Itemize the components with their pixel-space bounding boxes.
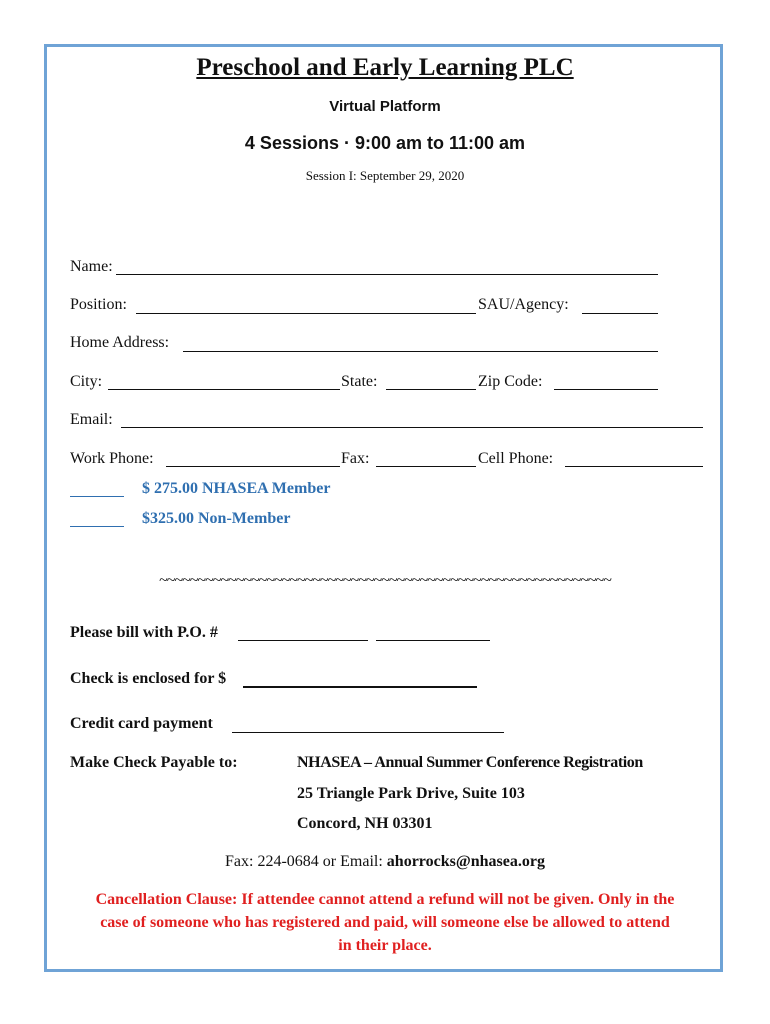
- check-amount-field[interactable]: [243, 686, 477, 688]
- section-divider: ~~~~~~~~~~~~~~~~~~~~~~~~~~~~~~~~~~~~~~~~~~~~~~~~~~~~~~~~~~~: [159, 572, 611, 589]
- non-member-fee-label: $325.00 Non-Member: [142, 510, 291, 527]
- po-label: Please bill with P.O. #: [70, 624, 218, 641]
- city-field[interactable]: [108, 389, 340, 390]
- address-field[interactable]: [183, 351, 658, 352]
- name-field[interactable]: [116, 274, 658, 275]
- po-number-field[interactable]: [238, 640, 368, 641]
- payable-street: 25 Triangle Park Drive, Suite 103: [297, 785, 525, 802]
- work-phone-label: Work Phone:: [70, 450, 154, 467]
- member-fee-label: $ 275.00 NHASEA Member: [142, 480, 331, 497]
- position-label: Position:: [70, 296, 127, 313]
- name-label: Name:: [70, 258, 113, 275]
- credit-card-label: Credit card payment: [70, 715, 213, 732]
- contact-email-link[interactable]: ahorrocks@nhasea.org: [386, 853, 545, 870]
- agency-field[interactable]: [582, 313, 658, 314]
- zip-field[interactable]: [554, 389, 658, 390]
- work-phone-field[interactable]: [166, 466, 340, 467]
- zip-label: Zip Code:: [478, 373, 543, 390]
- agency-label: SAU/Agency:: [478, 296, 569, 313]
- cancellation-line-2: case of someone who has registered and paid, will someone else be allowed to attend: [100, 914, 670, 931]
- po-number-field-extra[interactable]: [376, 640, 490, 641]
- payable-label: Make Check Payable to:: [70, 754, 238, 771]
- payable-city: Concord, NH 03301: [297, 815, 433, 832]
- platform-subtitle: Virtual Platform: [329, 98, 441, 115]
- cell-phone-field[interactable]: [565, 466, 703, 467]
- address-label: Home Address:: [70, 334, 170, 351]
- email-label: Email:: [70, 411, 113, 428]
- page-title: Preschool and Early Learning PLC: [196, 54, 574, 81]
- fax-field[interactable]: [376, 466, 476, 467]
- session-date: Session I: September 29, 2020: [305, 168, 465, 183]
- fax-label: Fax:: [341, 450, 370, 467]
- state-label: State:: [341, 373, 378, 390]
- position-field[interactable]: [136, 313, 476, 314]
- contact-line: [0, 853, 770, 871]
- payable-org: NHASEA – Annual Summer Conference Registration: [297, 754, 643, 771]
- sessions-subtitle: 4 Sessions · 9:00 am to 11:00 am: [244, 133, 526, 153]
- credit-card-field[interactable]: [232, 732, 504, 733]
- contact-prefix: Fax: 224-0684 or Email:: [225, 853, 387, 870]
- non-member-fee-checkbox[interactable]: [70, 526, 124, 527]
- check-label: Check is enclosed for $: [70, 670, 227, 687]
- cancellation-line-3: in their place.: [338, 937, 432, 954]
- state-field[interactable]: [386, 389, 476, 390]
- cancellation-line-1: Cancellation Clause: If attendee cannot attend a refund will not be given. Only in the: [95, 891, 675, 908]
- member-fee-checkbox[interactable]: [70, 496, 124, 497]
- email-field[interactable]: [121, 427, 703, 428]
- city-label: City:: [70, 373, 103, 390]
- cell-phone-label: Cell Phone:: [478, 450, 554, 467]
